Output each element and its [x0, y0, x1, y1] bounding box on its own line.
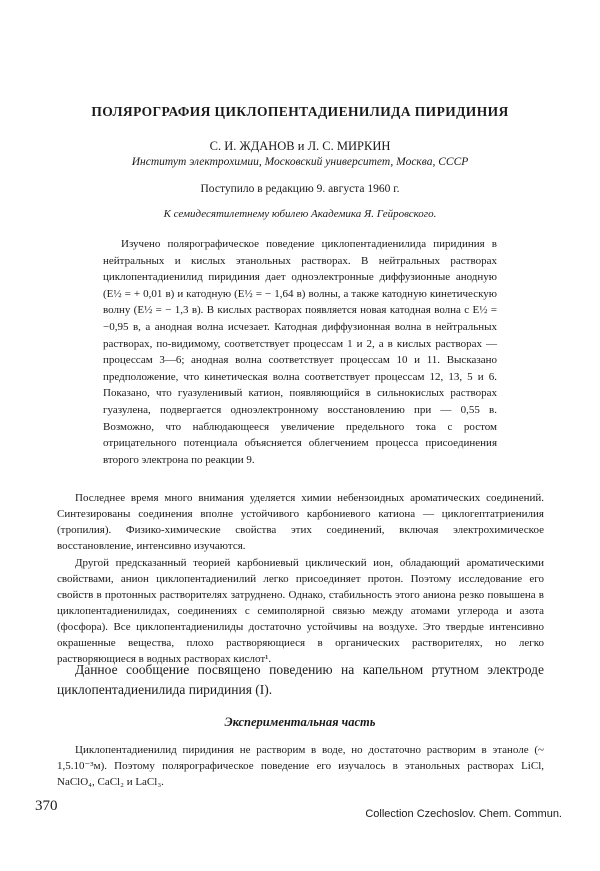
body-paragraph-2: [57, 555, 544, 667]
paragraph-text: Последнее время много внимания уделяется химии небензоидных ароматических соединений. Синтезированы соединения вполне устойчивого карбониевого катиона — циклогептатриенилия (тропилия). Физико-химические свойства этих соединений, включая электрохимическое восстановление, интенсивно изучаются.: [57, 492, 544, 552]
section-heading: Экспериментальная часть: [224, 715, 376, 729]
article-title: ПОЛЯРОГРАФИЯ ЦИКЛОПЕНТАДИЕНИЛИДА ПИРИДИНИЯ: [91, 104, 509, 119]
article-authors: С. И. ЖДАНОВ и Л. С. МИРКИН: [209, 139, 391, 153]
body-paragraph-4: [57, 742, 544, 790]
paragraph-text: Циклопентадиенилид пиридиния не растворим в воде, но достаточно растворим в этаноле (~ 1,5.10⁻³м). Поэтому полярографическое поведение его изучалось в этанольных растворах LiCl, NaClO₄, CaCl₂ и LaCl₃.: [57, 744, 544, 788]
body-paragraph-1: [57, 490, 544, 554]
journal-name: Collection Czechoslov. Chem. Commun.: [365, 808, 562, 820]
author-affiliation: Институт электрохимии, Московский университет, Москва, СССР: [131, 156, 469, 168]
body-paragraph-3: [57, 660, 544, 700]
abstract-text: Изучено полярографическое поведение циклопентадиенилида пиридиния в нейтральных и кислых этанольных растворах. В нейтральных растворах циклопентадиенилид пиридиния дает одноэлектронные диффузионные анодную (E½ = + 0,01 в) и катодную (E½ = − 1,64 в) волны, а также катодную кинетическую волну (E½ = − 1,3 в). В кислых растворах появляется новая катодная волна с E½ = −0,95 в, а анодная волна исчезает. Катодная диффузионная волна в нейтральных растворах, по-видимому, соответствует процессам 1 и 2, а в кислых растворах — процессам 3—6; анодная волна соответствует процессам 10 и 11. Высказано предположение, что кинетическая волна соответствует процессам 12, 13, 5 и 6. Показано, что гуазуленивый катион, появляющийся в сильнокислых растворах гуазулена, подвергается одноэлектронному восстановлению при — 0,55 в. Возможно, что наблюдающееся увеличение предельного тока с ростом отрицательного потенциала объясняется облегчением процесса присоединения второго электрона по реакции 9.: [103, 238, 497, 466]
paragraph-text: Другой предсказанный теорией карбониевый циклический ион, обладающий ароматическими свойствами, анион циклопентадиенилий легко присоединяет протон. Поэтому исследование его свойств в протонных растворителях затруднено. Однако, стабильность этого аниона резко повышена в циклопентадиенилидах, соединениях с семиполярной связью между атомами углерода и азота (фосфора). Все циклопентадиенилиды достаточно устойчивы на воздухе. Это твердые интенсивно окрашенные вещества, плохо растворяющиеся в органических растворителях, но легко растворяющиеся в водных растворах кислот¹.: [57, 557, 544, 665]
dedication: К семидесятилетнему юбилею Академика Я. Гейровского.: [163, 208, 437, 220]
received-date: Поступило в редакцию 9. августа 1960 г.: [200, 183, 400, 195]
paragraph-text: Данное сообщение посвящено поведению на капельном ртутном электроде циклопентадиенилида пиридиния (I).: [57, 662, 544, 697]
page-number: 370: [35, 798, 58, 814]
abstract: [103, 236, 497, 468]
